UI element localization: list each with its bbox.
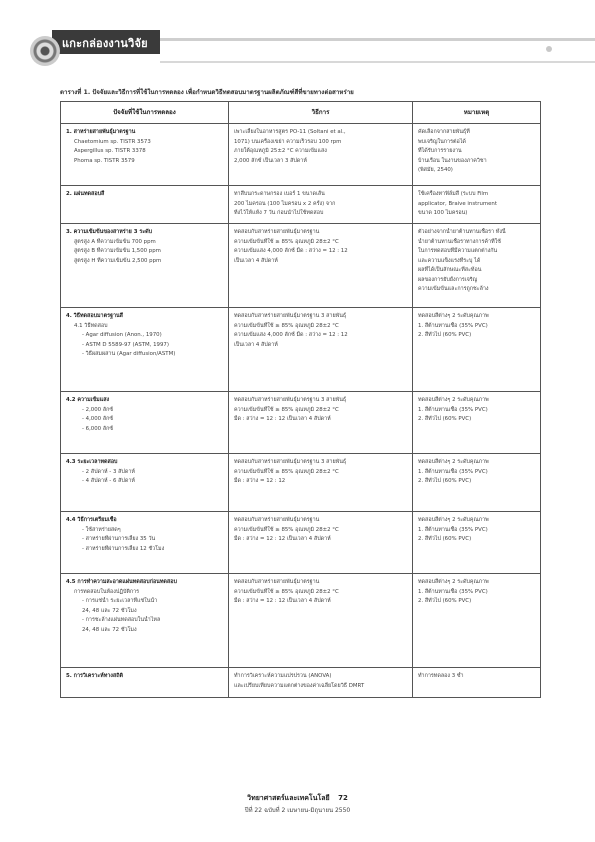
- factor-line: Chaetomium sp. TISTR 3573: [74, 138, 151, 145]
- factor-line: สูตรสูง A ที่ความเข้มข้น 700 ppm: [74, 238, 156, 245]
- header-note: หมายเหตุ: [413, 102, 541, 124]
- method-line: ความเข้มข้นที่ใช้ ≥ 85% อุณหภูมิ 28±2 °C: [234, 238, 339, 245]
- note-line: ทำการทดลอง 3 ซ้ำ: [418, 673, 464, 679]
- note-line: ผลของการยับยั้งการเจริญ: [418, 276, 478, 283]
- cell-method: [229, 124, 413, 186]
- factor-line: - การแช่น้ำ ระยะเวลาที่แช่ในน้ำ: [82, 598, 158, 604]
- method-line: มืด : สว่าง = 12 : 12 เป็นเวลา 4 สัปดาห์: [234, 598, 331, 604]
- note-line: 1. สีต้านทานเชื้อ (35% PVC): [418, 526, 488, 533]
- note-line: 2. สีทั่วไป (60% PVC): [418, 598, 472, 604]
- note-line: ผลที่ได้เป็นลักษณะที่สะท้อน: [418, 267, 482, 273]
- method-line: ความเข้มแสง 4,000 ลักซ์ มืด : สว่าง = 12 : 12: [234, 332, 348, 338]
- factor-line: 4.2 ความเข้มแสง: [66, 397, 110, 403]
- method-line: ทดสอบกับสาหร่ายสายพันธุ์มาตรฐาน 3 สายพันธุ์: [234, 397, 347, 403]
- method-line: 200 ไมครอน (100 ไมครอน x 2 ครั้ง) จาก: [234, 200, 336, 207]
- note-line: 1. สีต้านทานเชื้อ (35% PVC): [418, 468, 488, 475]
- header-rule-lower: [160, 61, 595, 63]
- cell-method: [229, 454, 413, 512]
- table-row: [61, 224, 541, 308]
- cell-note: [413, 512, 541, 574]
- cell-method: [229, 668, 413, 698]
- method-line: ทดสอบกับสาหร่ายสายพันธุ์มาตรฐาน 3 สายพันธุ์: [234, 313, 347, 319]
- decorative-dot: [546, 46, 552, 52]
- factor-line: 4.1 วิธีทดสอบ: [74, 322, 108, 329]
- cell-method: [229, 224, 413, 308]
- cell-factor: [61, 668, 229, 698]
- note-line: 1. สีต้านทานเชื้อ (35% PVC): [418, 322, 488, 329]
- table-row: [61, 308, 541, 392]
- method-line: 1071) บนเครื่องเขย่า ความเร็วรอบ 100 rpm: [234, 138, 342, 145]
- cell-factor: [61, 574, 229, 668]
- header-factor: ปัจจัยที่ใช้ในการทดลอง: [61, 102, 229, 124]
- factor-line: - สาหร่ายที่ผ่านการเลี้ยง 12 ชั่วโมง: [82, 545, 165, 552]
- method-line: ทดสอบกับสาหร่ายสายพันธุ์มาตรฐาน: [234, 229, 320, 235]
- section-logo-icon: [30, 36, 60, 66]
- method-line: ความเข้มข้นที่ใช้ ≥ 85% อุณหภูมิ 28±2 °C: [234, 526, 339, 533]
- table-row: [61, 574, 541, 668]
- table-row: [61, 512, 541, 574]
- factor-line: 1. สาหร่ายสายพันธุ์มาตรฐาน: [66, 129, 136, 135]
- method-line: ทดสอบกับสาหร่ายสายพันธุ์มาตรฐาน: [234, 517, 320, 523]
- note-line: ทดสอบสีต่างๆ 2 ระดับคุณภาพ: [418, 459, 489, 465]
- note-line: ทดสอบสีต่างๆ 2 ระดับคุณภาพ: [418, 579, 489, 585]
- method-line: ความเข้มข้นที่ใช้ ≥ 85% อุณหภูมิ 28±2 °C: [234, 322, 339, 329]
- factor-line: 4.4 วิธีการเตรียมเชื้อ: [66, 517, 117, 523]
- header-method: วิธีการ: [229, 102, 413, 124]
- note-line: 2. สีทั่วไป (60% PVC): [418, 332, 472, 338]
- method-line: มืด : สว่าง = 12 : 12 เป็นเวลา 4 สัปดาห์: [234, 536, 331, 542]
- factor-line: สูตรสูง B ที่ความเข้มข้น 1,500 ppm: [74, 248, 161, 254]
- cell-note: [413, 186, 541, 224]
- factor-line: 4.3 ระยะเวลาทดสอบ: [66, 459, 118, 465]
- note-line: 1. สีต้านทานเชื้อ (35% PVC): [418, 588, 488, 595]
- factor-line: - ASTM D 5589-97 (ASTM, 1997): [82, 341, 169, 348]
- factor-line: Phoma sp. TISTR 3579: [74, 157, 135, 164]
- method-line: ทิ้งไว้ให้แห้ง 7 วัน ก่อนนำไปใช้ทดสอบ: [234, 210, 324, 216]
- note-line: 1. สีต้านทานเชื้อ (35% PVC): [418, 406, 488, 413]
- cell-factor: [61, 224, 229, 308]
- note-line: 2. สีทั่วไป (60% PVC): [418, 478, 472, 484]
- cell-factor: [61, 186, 229, 224]
- factor-line: การทดสอบในห้องปฏิบัติการ: [74, 588, 140, 595]
- cell-factor: [61, 124, 229, 186]
- factor-line: - ใช้สาหร่ายสดๆ: [82, 526, 121, 533]
- factor-line: สูตรสูง H ที่ความเข้มข้น 2,500 ppm: [74, 257, 162, 264]
- factor-line: - 4 สัปดาห์ - 6 สัปดาห์: [82, 478, 135, 484]
- method-line: เป็นเวลา 4 สัปดาห์: [234, 341, 278, 348]
- factor-line: 24, 48 และ 72 ชั่วโมง: [82, 626, 137, 633]
- note-line: ทดสอบสีต่างๆ 2 ระดับคุณภาพ: [418, 313, 489, 319]
- footer-journal: [0, 793, 595, 804]
- note-line: พบเจริญในการต่อได้: [418, 138, 466, 145]
- factor-line: - 4,000 ลักซ์: [82, 416, 114, 422]
- factor-line: - 2,000 ลักซ์: [82, 406, 114, 413]
- cell-note: [413, 574, 541, 668]
- cell-method: [229, 308, 413, 392]
- factor-line: 24, 48 และ 72 ชั่วโมง: [82, 607, 137, 614]
- cell-note: [413, 124, 541, 186]
- factor-line: 3. ความเข้มข้นของสาหร่าย 3 ระดับ: [66, 229, 153, 235]
- factor-line: 5. การวิเคราะห์ทางสถิติ: [66, 673, 123, 679]
- note-line: บ้านเรือน ในงานของภาควิชา: [418, 157, 487, 164]
- page-header: [0, 28, 595, 66]
- cell-factor: [61, 392, 229, 454]
- note-line: ที่ได้รับการรายงาน: [418, 148, 462, 154]
- note-line: applicator, Braive instrument: [418, 200, 497, 207]
- factor-line: - 6,000 ลักซ์: [82, 425, 114, 432]
- note-line: (พิสมัย, 2540): [418, 167, 453, 173]
- method-line: และเปรียบเทียบความแตกต่างของค่าเฉลี่ยโดยวิธี DMRT: [234, 682, 365, 689]
- method-line: ทำการวิเคราะห์ความแปรปรวน (ANOVA): [234, 673, 332, 679]
- table-caption: ตารางที่ 1. ปัจจัยและวิธีการที่ใช้ในการทดลอง เพื่อกำหนดวิธีทดสอบมาตรฐานผลิตภัณฑ์สีที่ขายทางต่อสาหร่าย: [60, 89, 354, 96]
- note-line: ในการทดสอบที่มีความแตกต่างกัน: [418, 248, 498, 254]
- factor-line: Aspergillus sp. TISTR 3378: [74, 148, 146, 154]
- method-line: ความเข้มข้นที่ใช้ ≥ 85% อุณหภูมิ 28±2 °C: [234, 406, 339, 413]
- factor-line: 2. แผ่นทดสอบสี: [66, 191, 105, 197]
- table-row: [61, 186, 541, 224]
- page-number: 72: [338, 794, 348, 802]
- cell-factor: [61, 308, 229, 392]
- method-line: ทดสอบกับสาหร่ายสายพันธุ์มาตรฐาน: [234, 579, 320, 585]
- method-line: ทดสอบกับสาหร่ายสายพันธุ์มาตรฐาน 3 สายพันธุ์: [234, 459, 347, 465]
- table-row: [61, 454, 541, 512]
- note-line: ความเข้มข้นและการถูกชะล้าง: [418, 286, 489, 292]
- factor-line: - 2 สัปดาห์ - 3 สัปดาห์: [82, 468, 135, 475]
- cell-factor: [61, 512, 229, 574]
- factor-line: - Agar diffusion (Anon., 1970): [82, 332, 162, 338]
- method-line: ภายใต้อุณหภูมิ 25±2 °C ความเข้มแสง: [234, 148, 327, 154]
- method-line: ทาสีบนกระดาษกรอง เบอร์ 1 ขนาดเส้น: [234, 191, 325, 197]
- journal-name: วิทยาศาสตร์และเทคโนโลยี: [247, 794, 330, 802]
- note-line: ทดสอบสีต่างๆ 2 ระดับคุณภาพ: [418, 397, 489, 403]
- method-line: มืด : สว่าง = 12 : 12 เป็นเวลา 4 สัปดาห์: [234, 416, 331, 422]
- section-title: แกะกล่องงานวิจัย: [62, 37, 148, 50]
- factor-line: 4. วิธีทดสอบมาตรฐานสี: [66, 313, 123, 319]
- note-line: และความแข็งแรงที่ระบุ ได้: [418, 257, 481, 264]
- factor-line: - การชะล้างแผ่นทดสอบในน้ำไหล: [82, 617, 161, 623]
- cell-note: [413, 668, 541, 698]
- cell-note: [413, 454, 541, 512]
- method-line: ความเข้มข้นที่ใช้ ≥ 85% อุณหภูมิ 28±2 °C: [234, 588, 339, 595]
- method-line: 2,000 ลักซ์ เป็นเวลา 3 สัปดาห์: [234, 157, 307, 164]
- cell-note: [413, 308, 541, 392]
- factor-line: 4.5 การทำความสะอาดแผ่นทดสอบก่อนทดสอบ: [66, 579, 177, 585]
- cell-method: [229, 186, 413, 224]
- cell-note: [413, 392, 541, 454]
- cell-note: [413, 224, 541, 308]
- note-line: คัดเลือกจากสายพันธุ์ที่: [418, 129, 470, 135]
- method-line: มืด : สว่าง = 12 : 12: [234, 478, 286, 484]
- method-line: ความเข้มข้นที่ใช้ ≥ 85% อุณหภูมิ 28±2 °C: [234, 468, 339, 475]
- factor-line: - วิธีผสมผสาน (Agar diffusion/ASTM): [82, 351, 176, 357]
- note-line: 2. สีทั่วไป (60% PVC): [418, 416, 472, 422]
- note-line: ตัวอย่างจากน้ำยาต้านทานเชื้อรา ทั้งนี้: [418, 229, 506, 235]
- footer-issue: ปีที่ 22 ฉบับที่ 2 เมษายน-มิถุนายน 2550: [244, 807, 351, 814]
- cell-method: [229, 392, 413, 454]
- method-line: เพาะเลี้ยงในอาหารสูตร PO-11 (Soltani et al.,: [234, 129, 346, 135]
- note-line: ใช้เครื่องทาฟิล์มสี (ระบบ Film: [418, 191, 489, 197]
- table-row: [61, 668, 541, 698]
- cell-method: [229, 512, 413, 574]
- method-line: ความเข้มแสง 4,000 ลักซ์ มืด : สว่าง = 12 : 12: [234, 248, 348, 254]
- cell-factor: [61, 454, 229, 512]
- note-line: ขนาด 100 ไมครอน): [418, 210, 468, 216]
- note-line: ทดสอบสีต่างๆ 2 ระดับคุณภาพ: [418, 517, 489, 523]
- note-line: น้ำยาต้านทานเชื้อราทางการค้าที่ใช้: [418, 238, 501, 245]
- methods-table: [60, 101, 541, 698]
- table-row: [61, 392, 541, 454]
- table-row: [61, 124, 541, 186]
- note-line: 2. สีทั่วไป (60% PVC): [418, 536, 472, 542]
- table-header-row: [61, 102, 541, 124]
- factor-line: - สาหร่ายที่ผ่านการเลี้ยง 35 วัน: [82, 536, 156, 542]
- method-line: เป็นเวลา 4 สัปดาห์: [234, 257, 278, 264]
- table-body: [61, 124, 541, 698]
- cell-method: [229, 574, 413, 668]
